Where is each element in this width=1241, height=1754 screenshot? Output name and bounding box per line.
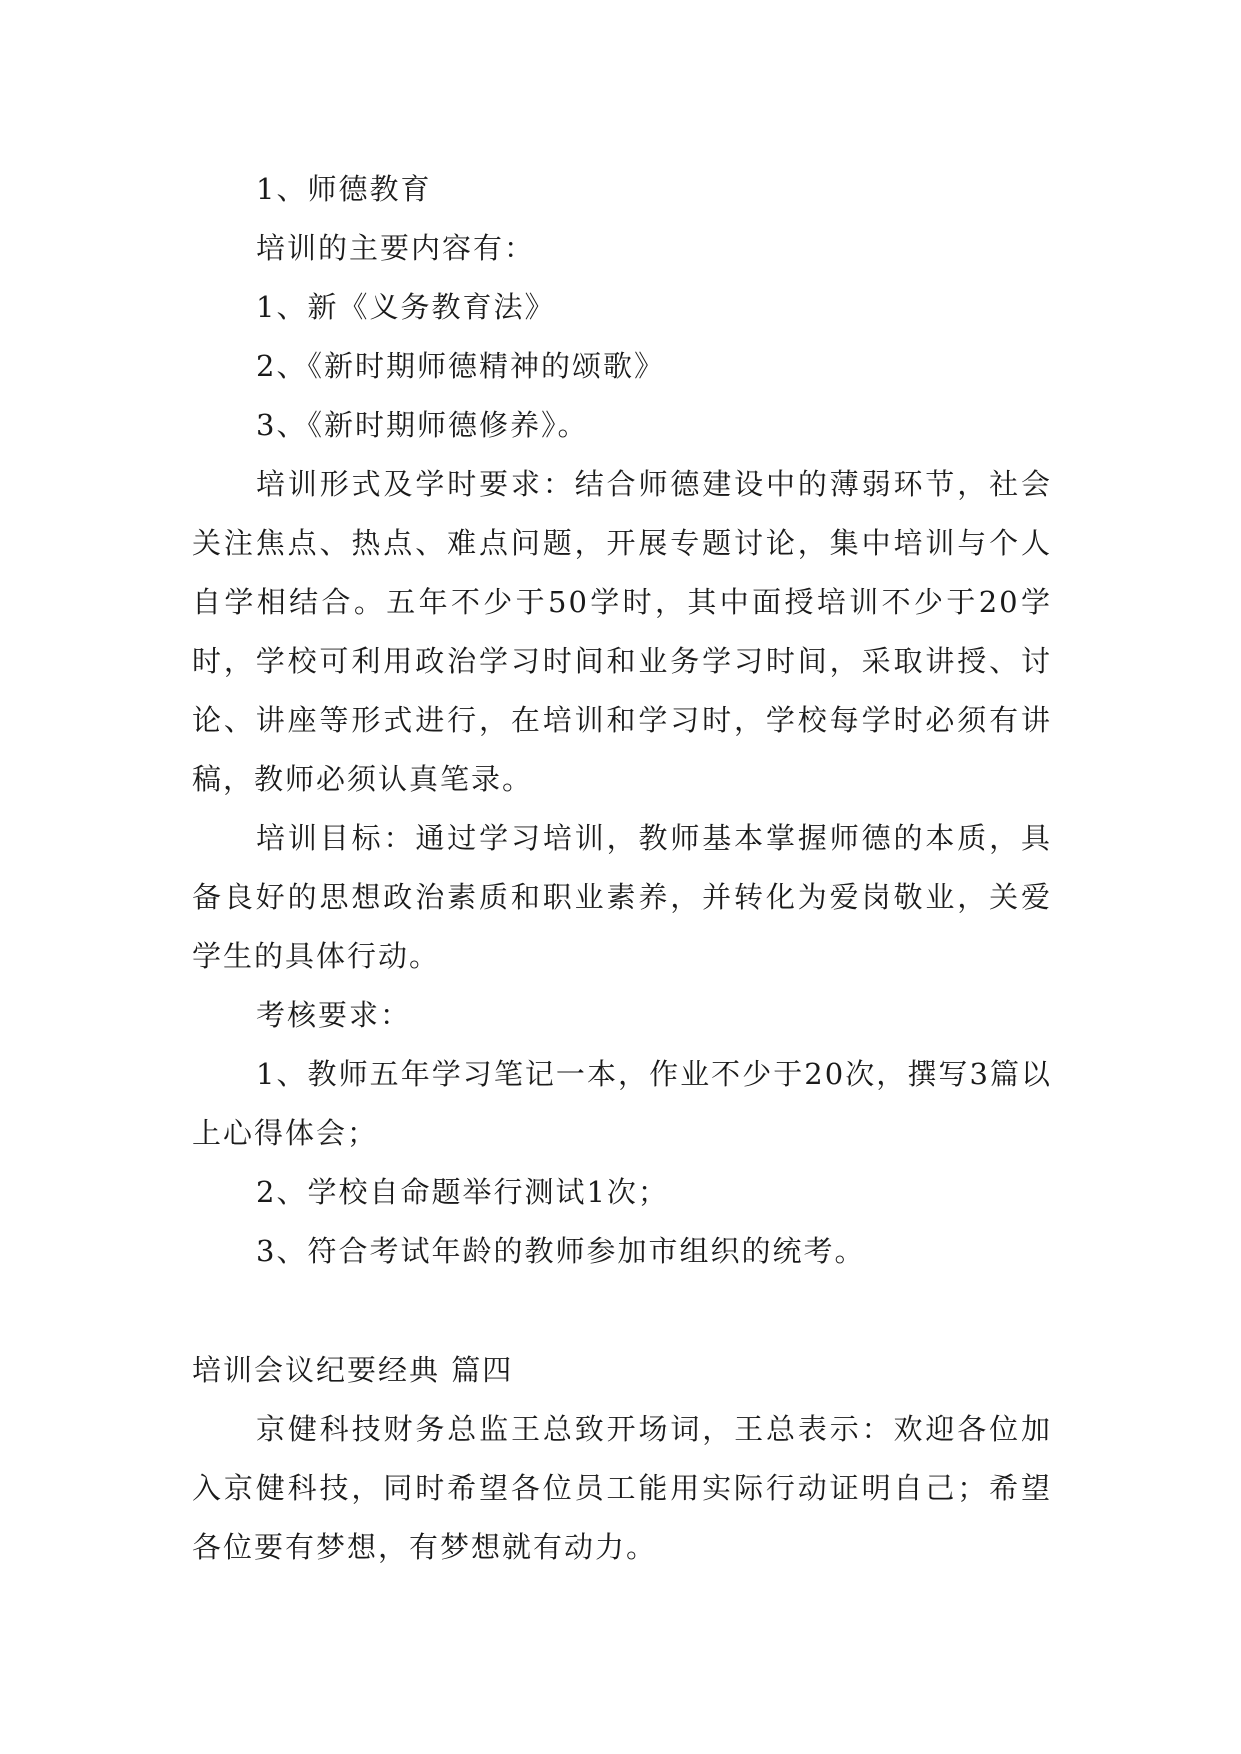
section-spacer [192, 1281, 1052, 1341]
list-item-ethics-education: 1、师德教育 [256, 172, 432, 206]
assessment-item-2: 2、学校自命题举行测试1次； [256, 1175, 669, 1209]
section-heading: 培训会议纪要经典 篇四 [192, 1353, 514, 1387]
content-item-2: 2、《新时期师德精神的颂歌》 [256, 349, 665, 383]
opening-remarks-paragraph: 京健科技财务总监王总致开场词，王总表示：欢迎各位加入京健科技，同时希望各位员工能用实际行动证明自己；希望各位要有梦想，有梦想就有动力。 [192, 1412, 1052, 1564]
document-body [192, 160, 1052, 1577]
content-item-3: 3、《新时期师德修养》。 [256, 408, 589, 442]
assessment-item-3: 3、符合考试年龄的教师参加市组织的统考。 [256, 1234, 866, 1268]
content-item-1: 1、新《义务教育法》 [256, 290, 556, 324]
assessment-heading: 考核要求： [256, 998, 412, 1032]
assessment-item-1: 1、教师五年学习笔记一本，作业不少于20次，撰写3篇以上心得体会； [192, 1057, 1052, 1150]
training-format-paragraph: 培训形式及学时要求：结合师德建设中的薄弱环节，社会关注焦点、热点、难点问题，开展专题讨论，集中培训与个人自学相结合。五年不少于50学时，其中面授培训不少于20学时，学校可利用政治学习时间和业务学习时间，采取讲授、讨论、讲座等形式进行，在培训和学习时，学校每学时必须有讲稿，教师必须认真笔录。 [192, 467, 1052, 796]
training-goal-paragraph: 培训目标：通过学习培训，教师基本掌握师德的本质，具备良好的思想政治素质和职业素养，并转化为爱岗敬业，关爱学生的具体行动。 [192, 821, 1052, 973]
training-content-intro: 培训的主要内容有： [256, 231, 536, 265]
